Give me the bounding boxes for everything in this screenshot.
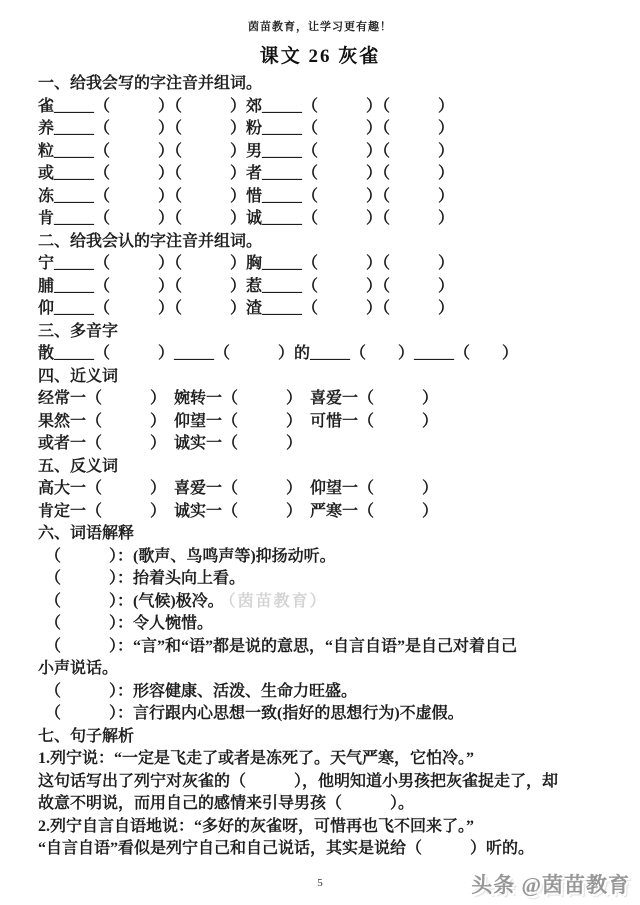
synonym-row: 果然一（ ） 仰望一（ ） 可惜一（ ）	[38, 412, 439, 430]
fill-blank-row: 散_____（ ）_____（ ）的_____（ ）_____（ ）	[38, 345, 519, 362]
sentence-analysis-line: “自言自语”看似是列宁自己和自己说话，其实是说给（ ）听的。	[38, 840, 535, 857]
fill-blank-row: 雀_____（ ）（ ）郊_____（ ）（ ）	[38, 97, 455, 115]
fill-blank-row: 冻_____（ ）（ ）惜_____（ ）（ ）	[38, 187, 455, 205]
inline-watermark: （茵苗教育）	[227, 592, 328, 610]
synonym-row: 或者一（ ） 诚实一（ ）	[38, 435, 303, 452]
definition-line: （ ）：令人惋惜。	[45, 615, 214, 632]
fill-blank-row: 养_____（ ）（ ）粉_____（ ）（ ）	[38, 120, 455, 137]
antonym-row: 肯定一（ ） 诚实一（ ） 严寒一（ ）	[38, 502, 439, 520]
section-3-heading: 三、多音字	[38, 322, 119, 340]
definition-line: （ ）：形容健康、活泼、生命力旺盛。	[45, 682, 358, 700]
sentence-analysis-line: 1.列宁说：“一定是飞走了或者是冻死了。天气严寒，它怕冷。”	[38, 750, 475, 767]
synonym-row: 经常一（ ） 婉转一（ ） 喜爱一（ ）	[38, 390, 439, 407]
sentence-analysis-line: 故意不明说，而用自己的感情来引导男孩（ ）。	[38, 795, 415, 812]
fill-blank-row: 宁_____（ ）（ ）胸_____（ ）（ ）	[38, 255, 455, 272]
fill-blank-row: 粒_____（ ）（ ）男_____（ ）（ ）	[38, 142, 455, 160]
page-title: 课文 26 灰雀	[259, 46, 381, 67]
section-6-heading: 六、词语解释	[38, 525, 135, 542]
fill-blank-row: 或_____（ ）（ ）者_____（ ）（ ）	[38, 165, 455, 182]
definition-text: （ ）：(气候)极冷。	[45, 592, 224, 610]
definition-line: （ ）：“言”和“语”都是说的意思，“自言自语”是自己对着自己	[45, 637, 518, 655]
sentence-analysis-line: 这句话写出了列宁对灰雀的（ ），他明知道小男孩把灰雀捉走了，却	[38, 772, 559, 790]
definition-line: （ ）：言行跟内心思想一致(指好的思想行为)不虚假。	[45, 705, 464, 722]
page-number: 5	[317, 877, 323, 889]
definition-line-wrap: 小声说话。	[38, 660, 119, 677]
section-2-heading: 二、给我会认的字注音并组词。	[38, 232, 263, 250]
definition-line	[38, 591, 612, 614]
fill-blank-row: 脯_____（ ）（ ）惹_____（ ）（ ）	[38, 277, 455, 295]
definition-line: （ ）：抬着头向上看。	[45, 570, 246, 587]
section-7-heading: 七、句子解析	[38, 727, 135, 745]
section-1-heading: 一、给我会写的字注音并组词。	[38, 75, 263, 92]
sentence-analysis-line: 2.列宁自言自语地说：“多好的灰雀呀，可惜再也飞不回来了。”	[38, 817, 475, 835]
header-note: 茵苗教育，让学习更有趣！	[248, 21, 392, 33]
worksheet-content	[38, 73, 612, 861]
fill-blank-row: 仰_____（ ）（ ）渣_____（ ）（ ）	[38, 300, 455, 317]
corner-watermark: 头条 @茵苗教育	[471, 873, 630, 897]
fill-blank-row: 肯_____（ ）（ ）诚_____（ ）（ ）	[38, 210, 455, 227]
definition-line: （ ）：(歌声、鸟鸣声等)抑扬动听。	[45, 547, 336, 565]
antonym-row: 高大一（ ） 喜爱一（ ） 仰望一（ ）	[38, 480, 439, 497]
section-5-heading: 五、反义词	[38, 457, 119, 475]
section-4-heading: 四、近义词	[38, 367, 119, 385]
